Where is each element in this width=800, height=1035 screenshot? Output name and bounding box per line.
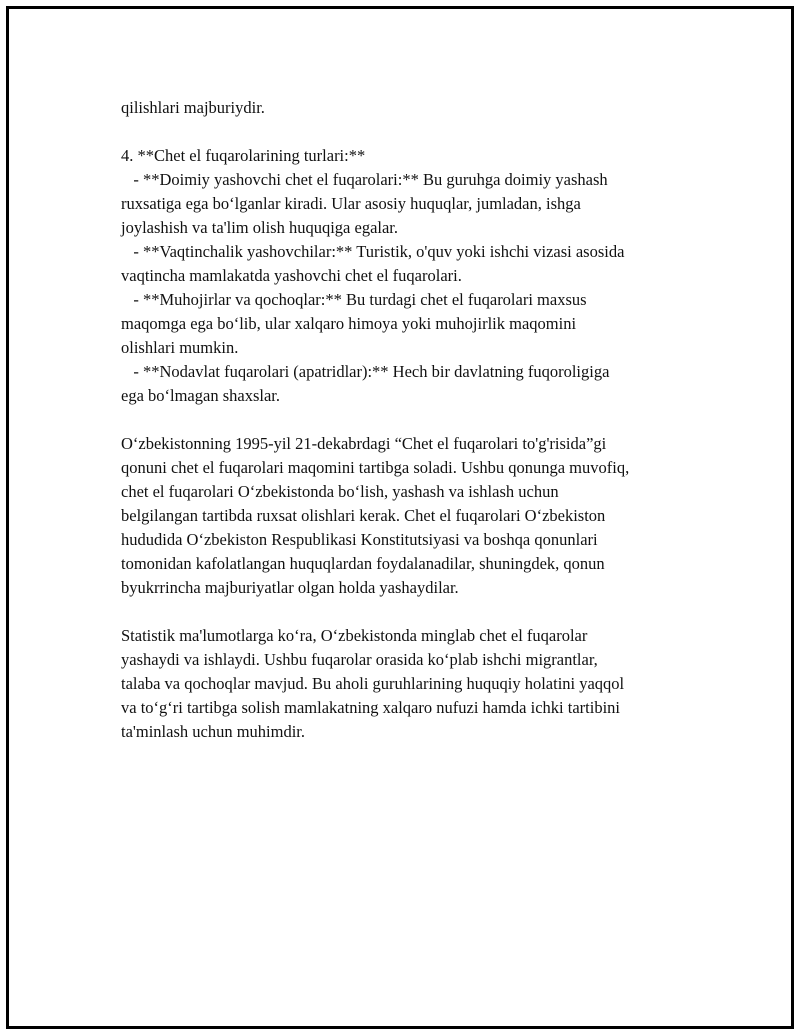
paragraph-law bbox=[121, 432, 701, 600]
text-line: ega bo‘lmagan shaxslar. bbox=[121, 386, 280, 405]
text-line: byukrrincha majburiyatlar olgan holda yashaydilar. bbox=[121, 578, 459, 597]
paragraph-foreigner-types bbox=[121, 144, 701, 408]
list-item-permanent-residents: - **Doimiy yashovchi chet el fuqarolari:** Bu guruhga doimiy yashash bbox=[121, 170, 608, 189]
list-item-stateless-persons: - **Nodavlat fuqarolari (apatridlar):** Hech bir davlatning fuqoroligiga bbox=[121, 362, 610, 381]
text-line: yashaydi va ishlaydi. Ushbu fuqarolar orasida ko‘plab ishchi migrantlar, bbox=[121, 650, 598, 669]
text-line: olishlari mumkin. bbox=[121, 338, 239, 357]
text-line: ruxsatiga ega bo‘lganlar kiradi. Ular asosiy huquqlar, jumladan, ishga bbox=[121, 194, 581, 213]
paragraph-continuation bbox=[121, 96, 701, 120]
document-body bbox=[121, 96, 701, 744]
text-line: tomonidan kafolatlangan huquqlardan foydalanadilar, shuningdek, qonun bbox=[121, 554, 605, 573]
text-line: maqomga ega bo‘lib, ular xalqaro himoya yoki muhojirlik maqomini bbox=[121, 314, 577, 333]
text-line: ta'minlash uchun muhimdir. bbox=[121, 722, 305, 741]
text-line: chet el fuqarolari O‘zbekistonda bo‘lish, yashash va ishlash uchun bbox=[121, 482, 559, 501]
list-item-temporary-residents: - **Vaqtinchalik yashovchilar:** Turistik, o'quv yoki ishchi vizasi asosida bbox=[121, 242, 625, 261]
text-line: qilishlari majburiydir. bbox=[121, 98, 265, 117]
document-page bbox=[6, 6, 794, 1029]
paragraph-gap bbox=[121, 408, 701, 432]
text-line: qonuni chet el fuqarolari maqomini tartibga soladi. Ushbu qonunga muvofiq, bbox=[121, 458, 630, 477]
paragraph-statistics bbox=[121, 624, 701, 744]
text-line: O‘zbekistonning 1995-yil 21-dekabrdagi “Chet el fuqarolari to'g'risida”gi bbox=[121, 434, 607, 453]
list-heading: 4. **Chet el fuqarolarining turlari:** bbox=[121, 146, 366, 165]
text-line: hududida O‘zbekiston Respublikasi Konstitutsiyasi va boshqa qonunlari bbox=[121, 530, 598, 549]
paragraph-gap bbox=[121, 120, 701, 144]
text-line: Statistik ma'lumotlarga ko‘ra, O‘zbekistonda minglab chet el fuqarolar bbox=[121, 626, 588, 645]
text-line: joylashish va ta'lim olish huquqiga egalar. bbox=[121, 218, 399, 237]
paragraph-gap bbox=[121, 600, 701, 624]
text-line: talaba va qochoqlar mavjud. Bu aholi guruhlarining huquqiy holatini yaqqol bbox=[121, 674, 625, 693]
list-item-migrants-refugees: - **Muhojirlar va qochoqlar:** Bu turdagi chet el fuqarolari maxsus bbox=[121, 290, 587, 309]
text-line: vaqtincha mamlakatda yashovchi chet el fuqarolari. bbox=[121, 266, 462, 285]
text-line: belgilangan tartibda ruxsat olishlari kerak. Chet el fuqarolari O‘zbekiston bbox=[121, 506, 606, 525]
text-line: va to‘g‘ri tartibga solish mamlakatning xalqaro nufuzi hamda ichki tartibini bbox=[121, 698, 620, 717]
